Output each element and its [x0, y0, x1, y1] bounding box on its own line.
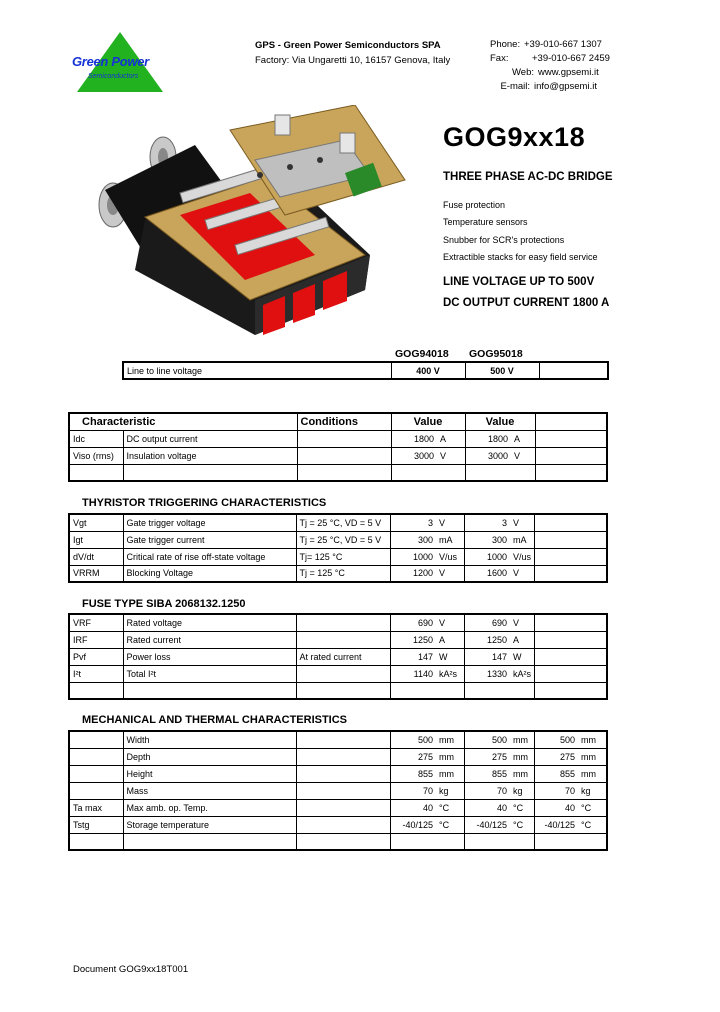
- unit-3-cell: °C: [578, 799, 607, 816]
- value-2-cell: 1000: [464, 548, 510, 565]
- table-row: [69, 648, 607, 665]
- conditions-cell: Tj = 125 °C: [296, 565, 390, 582]
- empty-cell: [535, 464, 607, 481]
- table-row: [69, 748, 607, 765]
- description-cell: Storage temperature: [123, 816, 296, 833]
- company-address: Factory: Via Ungaretti 10, 16157 Genova, Italy: [255, 55, 451, 66]
- empty-cell: [535, 614, 608, 631]
- description-cell: [123, 833, 296, 850]
- feature-item: Snubber for SCR's protections: [443, 234, 565, 245]
- unit-1-cell: V: [436, 514, 464, 531]
- thyristor-table: [68, 513, 608, 583]
- table-header-row: [69, 413, 607, 430]
- feature-item: Fuse protection: [443, 200, 506, 210]
- unit-2-cell: [510, 833, 534, 850]
- unit-2-cell: W: [510, 648, 535, 665]
- conditions-cell: [296, 748, 390, 765]
- value-2-cell: 300: [464, 531, 510, 548]
- symbol-cell: [69, 748, 123, 765]
- version-2-voltage: 500 V: [465, 362, 539, 379]
- conditions-cell: [296, 614, 390, 631]
- conditions-cell: [297, 464, 391, 481]
- conditions-cell: [296, 816, 390, 833]
- value-3-cell: 855: [534, 765, 578, 782]
- version-col-2: GOG95018: [469, 348, 523, 360]
- symbol-cell: Pvf: [69, 648, 123, 665]
- empty-cell: [539, 362, 608, 379]
- table-row: [69, 531, 607, 548]
- unit-2-cell: °C: [510, 799, 534, 816]
- value-2-cell: 1600: [464, 565, 510, 582]
- fuse-table: [68, 613, 608, 700]
- conditions-cell: [296, 765, 390, 782]
- phone-label: Phone:: [490, 39, 521, 50]
- thyristor-section-title: THYRISTOR TRIGGERING CHARACTERISTICS: [82, 497, 327, 509]
- empty-cell: [535, 430, 607, 447]
- symbol-cell: [69, 731, 123, 748]
- value-2-cell: 3: [464, 514, 510, 531]
- empty-cell: [535, 665, 608, 682]
- value-1-cell: 1800: [391, 430, 437, 447]
- unit-1-cell: V: [436, 614, 464, 631]
- feature-item: Extractible stacks for easy field service: [443, 251, 598, 262]
- table-row: [69, 548, 607, 565]
- header-value-2: Value: [465, 413, 535, 430]
- table-row: [69, 514, 607, 531]
- symbol-cell: dV/dt: [69, 548, 123, 565]
- conditions-cell: [297, 447, 391, 464]
- value-2-cell: -40/125: [464, 816, 510, 833]
- unit-1-cell: mm: [436, 765, 464, 782]
- unit-2-cell: V: [510, 514, 535, 531]
- value-2-cell: [464, 682, 510, 699]
- value-1-cell: 1250: [390, 631, 436, 648]
- value-2-cell: 3000: [465, 447, 511, 464]
- rating-current: DC OUTPUT CURRENT 1800 A: [443, 297, 610, 309]
- value-2-cell: 1250: [464, 631, 510, 648]
- empty-cell: [535, 514, 607, 531]
- company-name: GPS - Green Power Semiconductors SPA: [255, 40, 441, 51]
- description-cell: Mass: [123, 782, 296, 799]
- conditions-cell: [296, 799, 390, 816]
- value-2-cell: 855: [464, 765, 510, 782]
- product-ratings: [443, 272, 609, 314]
- table-row: [123, 362, 608, 379]
- table-row: [69, 799, 607, 816]
- conditions-cell: At rated current: [296, 648, 390, 665]
- unit-3-cell: kg: [578, 782, 607, 799]
- unit-2-cell: mA: [510, 531, 535, 548]
- value-3-cell: -40/125: [534, 816, 578, 833]
- description-cell: Depth: [123, 748, 296, 765]
- unit-2-cell: V: [510, 614, 535, 631]
- product-subtitle: THREE PHASE AC-DC BRIDGE: [443, 171, 613, 183]
- value-2-cell: 500: [464, 731, 510, 748]
- mechanical-table: [68, 730, 608, 851]
- value-1-cell: 855: [390, 765, 436, 782]
- version-1-voltage: 400 V: [391, 362, 465, 379]
- value-1-cell: 40: [390, 799, 436, 816]
- value-1-cell: [390, 682, 436, 699]
- symbol-cell: VRRM: [69, 565, 123, 582]
- header-conditions: Conditions: [297, 413, 391, 430]
- unit-2-cell: V: [510, 565, 535, 582]
- symbol-cell: [69, 682, 123, 699]
- conditions-cell: [296, 682, 390, 699]
- conditions-cell: Tj = 25 °C, VD = 5 V: [296, 514, 390, 531]
- value-3-cell: 500: [534, 731, 578, 748]
- description-cell: Width: [123, 731, 296, 748]
- conditions-cell: [296, 631, 390, 648]
- value-1-cell: [391, 464, 437, 481]
- unit-1-cell: V: [436, 565, 464, 582]
- symbol-cell: Viso (rms): [69, 447, 123, 464]
- value-2-cell: 70: [464, 782, 510, 799]
- header-value-1: Value: [391, 413, 465, 430]
- versions-table: [122, 361, 609, 380]
- unit-1-cell: A: [436, 631, 464, 648]
- description-cell: Power loss: [123, 648, 296, 665]
- unit-1-cell: °C: [436, 799, 464, 816]
- value-2-cell: 690: [464, 614, 510, 631]
- empty-cell: [535, 531, 607, 548]
- symbol-cell: [69, 833, 123, 850]
- unit-1-cell: kA²s: [436, 665, 464, 682]
- symbol-cell: VRF: [69, 614, 123, 631]
- table-row: [69, 731, 607, 748]
- unit-1-cell: kg: [436, 782, 464, 799]
- value-1-cell: 690: [390, 614, 436, 631]
- unit-2-cell: [510, 682, 535, 699]
- table-row: [69, 430, 607, 447]
- web-label: Web:: [512, 67, 535, 78]
- conditions-cell: [296, 665, 390, 682]
- description-cell: Gate trigger voltage: [123, 514, 296, 531]
- mechanical-section-title: MECHANICAL AND THERMAL CHARACTERISTICS: [82, 714, 348, 726]
- unit-1-cell: mm: [436, 731, 464, 748]
- symbol-cell: IRF: [69, 631, 123, 648]
- symbol-cell: Idc: [69, 430, 123, 447]
- value-2-cell: 1800: [465, 430, 511, 447]
- value-1-cell: 1200: [390, 565, 436, 582]
- symbol-cell: Vgt: [69, 514, 123, 531]
- description-cell: Gate trigger current: [123, 531, 296, 548]
- versions-row-label: Line to line voltage: [123, 362, 391, 379]
- unit-1-cell: W: [436, 648, 464, 665]
- unit-3-cell: [578, 833, 607, 850]
- company-logo: [68, 30, 168, 100]
- description-cell: Total I²t: [123, 665, 296, 682]
- description-cell: Insulation voltage: [123, 447, 297, 464]
- table-row: [69, 614, 607, 631]
- web-link[interactable]: www.gpsemi.it: [538, 67, 599, 78]
- symbol-cell: Igt: [69, 531, 123, 548]
- description-cell: Rated current: [123, 631, 296, 648]
- product-image: [85, 105, 415, 340]
- value-2-cell: 1330: [464, 665, 510, 682]
- feature-list: [443, 197, 598, 266]
- unit-1-cell: °C: [436, 816, 464, 833]
- conditions-cell: Tj= 125 °C: [296, 548, 390, 565]
- description-cell: DC output current: [123, 430, 297, 447]
- symbol-cell: [69, 782, 123, 799]
- email-label: E-mail:: [500, 81, 530, 92]
- logo-subtitle: Semiconductors: [88, 73, 139, 80]
- empty-cell: [535, 631, 608, 648]
- table-row: [69, 447, 607, 464]
- header-empty: [535, 413, 607, 430]
- table-row: [69, 665, 607, 682]
- unit-2-cell: [511, 464, 535, 481]
- unit-2-cell: kA²s: [510, 665, 535, 682]
- table-row: [69, 682, 607, 699]
- value-1-cell: [390, 833, 436, 850]
- unit-2-cell: V/us: [510, 548, 535, 565]
- conditions-cell: [296, 833, 390, 850]
- value-2-cell: [465, 464, 511, 481]
- value-1-cell: 70: [390, 782, 436, 799]
- unit-2-cell: A: [511, 430, 535, 447]
- description-cell: Height: [123, 765, 296, 782]
- value-1-cell: 500: [390, 731, 436, 748]
- contact-info: [490, 38, 610, 94]
- unit-2-cell: mm: [510, 731, 534, 748]
- description-cell: [123, 682, 296, 699]
- value-1-cell: 147: [390, 648, 436, 665]
- unit-2-cell: A: [510, 631, 535, 648]
- email-link[interactable]: info@gpsemi.it: [534, 81, 597, 92]
- symbol-cell: [69, 765, 123, 782]
- product-model: GOG9xx18: [443, 122, 586, 152]
- value-1-cell: 1000: [390, 548, 436, 565]
- value-3-cell: 70: [534, 782, 578, 799]
- symbol-cell: Tstg: [69, 816, 123, 833]
- unit-1-cell: V: [437, 447, 465, 464]
- value-1-cell: -40/125: [390, 816, 436, 833]
- value-1-cell: 300: [390, 531, 436, 548]
- rating-voltage: LINE VOLTAGE UP TO 500V: [443, 276, 595, 288]
- empty-cell: [535, 447, 607, 464]
- document-footer: Document GOG9xx18T001: [73, 964, 189, 975]
- fax-value: +39-010-667 2459: [532, 53, 610, 64]
- description-cell: Blocking Voltage: [123, 565, 296, 582]
- empty-cell: [535, 648, 608, 665]
- unit-1-cell: [436, 682, 464, 699]
- unit-1-cell: V/us: [436, 548, 464, 565]
- description-cell: [123, 464, 297, 481]
- table-row: [69, 631, 607, 648]
- conditions-cell: Tj = 25 °C, VD = 5 V: [296, 531, 390, 548]
- value-1-cell: 275: [390, 748, 436, 765]
- unit-1-cell: [437, 464, 465, 481]
- characteristics-table: [68, 412, 608, 482]
- table-row: [69, 782, 607, 799]
- unit-3-cell: °C: [578, 816, 607, 833]
- unit-2-cell: °C: [510, 816, 534, 833]
- feature-item: Temperature sensors: [443, 217, 528, 228]
- value-1-cell: 3: [390, 514, 436, 531]
- table-row: [69, 816, 607, 833]
- unit-3-cell: mm: [578, 748, 607, 765]
- unit-1-cell: mA: [436, 531, 464, 548]
- symbol-cell: I²t: [69, 665, 123, 682]
- value-2-cell: 40: [464, 799, 510, 816]
- table-row: [69, 765, 607, 782]
- fuse-section-title: FUSE TYPE SIBA 2068132.1250: [82, 598, 246, 610]
- description-cell: Rated voltage: [123, 614, 296, 631]
- value-2-cell: [464, 833, 510, 850]
- symbol-cell: [69, 464, 123, 481]
- fax-label: Fax:: [490, 53, 509, 64]
- unit-1-cell: mm: [436, 748, 464, 765]
- conditions-cell: [296, 731, 390, 748]
- header-characteristic: Characteristic: [69, 413, 297, 430]
- empty-cell: [535, 548, 607, 565]
- logo-name: Green Power: [72, 54, 149, 69]
- table-row: [69, 565, 607, 582]
- value-1-cell: 3000: [391, 447, 437, 464]
- version-col-1: GOG94018: [395, 348, 449, 360]
- unit-2-cell: mm: [510, 748, 534, 765]
- unit-3-cell: mm: [578, 765, 607, 782]
- unit-2-cell: kg: [510, 782, 534, 799]
- value-3-cell: 40: [534, 799, 578, 816]
- table-row: [69, 833, 607, 850]
- symbol-cell: Ta max: [69, 799, 123, 816]
- conditions-cell: [297, 430, 391, 447]
- empty-cell: [535, 682, 608, 699]
- empty-cell: [535, 565, 607, 582]
- description-cell: Max amb. op. Temp.: [123, 799, 296, 816]
- value-3-cell: 275: [534, 748, 578, 765]
- value-1-cell: 1140: [390, 665, 436, 682]
- unit-2-cell: V: [511, 447, 535, 464]
- company-info: [255, 38, 450, 68]
- value-3-cell: [534, 833, 578, 850]
- unit-1-cell: [436, 833, 464, 850]
- unit-2-cell: mm: [510, 765, 534, 782]
- description-cell: Critical rate of rise off-state voltage: [123, 548, 296, 565]
- conditions-cell: [296, 782, 390, 799]
- unit-1-cell: A: [437, 430, 465, 447]
- unit-3-cell: mm: [578, 731, 607, 748]
- value-2-cell: 147: [464, 648, 510, 665]
- value-2-cell: 275: [464, 748, 510, 765]
- phone-value: +39-010-667 1307: [524, 39, 602, 50]
- table-row: [69, 464, 607, 481]
